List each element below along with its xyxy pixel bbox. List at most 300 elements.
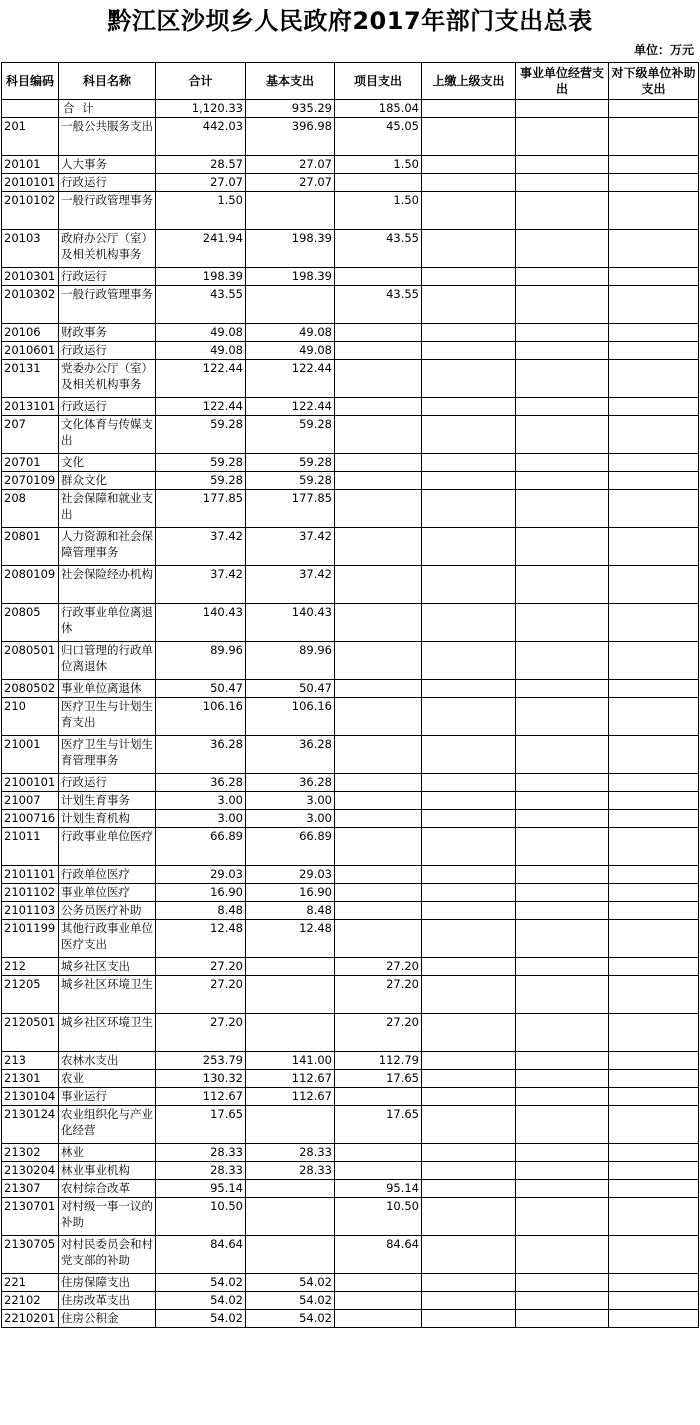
- name-text: 政府办公厅（室）及相关机构事务: [61, 231, 153, 261]
- table-row: [2, 566, 699, 604]
- upper-cell: [422, 324, 516, 342]
- basic-cell: 3.00: [246, 792, 335, 810]
- total-cell: 27.07: [156, 174, 246, 192]
- code-cell: 21011: [2, 828, 59, 866]
- total-cell: 49.08: [156, 342, 246, 360]
- total-cell: 37.42: [156, 566, 246, 604]
- name-text: 农业: [61, 1071, 84, 1085]
- table-row: [2, 1070, 699, 1088]
- name-text: 住房改革支出: [61, 1293, 130, 1307]
- total-cell: 17.65: [156, 1106, 246, 1144]
- lower-cell: [609, 1274, 699, 1292]
- lower-cell: [609, 1088, 699, 1106]
- upper-cell: [422, 902, 516, 920]
- upper-cell: [422, 1088, 516, 1106]
- name-cell: [59, 884, 156, 902]
- name-text: 合 计: [63, 101, 96, 115]
- biz-cell: [516, 680, 609, 698]
- table-row: [2, 1014, 699, 1052]
- upper-cell: [422, 416, 516, 454]
- code-cell: 2101101: [2, 866, 59, 884]
- lower-cell: [609, 398, 699, 416]
- project-cell: 43.55: [335, 230, 422, 268]
- name-cell: [59, 324, 156, 342]
- basic-cell: 89.96: [246, 642, 335, 680]
- upper-cell: [422, 286, 516, 324]
- upper-cell: [422, 1070, 516, 1088]
- name-text: 医疗卫生与计划生育支出: [61, 699, 153, 729]
- header-project: 项目支出: [335, 63, 422, 100]
- basic-cell: [246, 1180, 335, 1198]
- project-cell: [335, 736, 422, 774]
- name-text: 农林水支出: [61, 1053, 119, 1067]
- project-cell: 95.14: [335, 1180, 422, 1198]
- upper-cell: [422, 398, 516, 416]
- code-cell: 20801: [2, 528, 59, 566]
- basic-cell: 36.28: [246, 774, 335, 792]
- code-cell: 2080502: [2, 680, 59, 698]
- basic-cell: 66.89: [246, 828, 335, 866]
- name-cell: [59, 1274, 156, 1292]
- code-cell: 2210201: [2, 1310, 59, 1328]
- basic-cell: 198.39: [246, 230, 335, 268]
- name-text: 林业事业机构: [61, 1163, 130, 1177]
- project-cell: [335, 174, 422, 192]
- table-row: [2, 698, 699, 736]
- name-cell: [59, 698, 156, 736]
- name-text: 一般行政管理事务: [61, 287, 153, 301]
- project-cell: [335, 902, 422, 920]
- lower-cell: [609, 454, 699, 472]
- upper-cell: [422, 866, 516, 884]
- biz-cell: [516, 324, 609, 342]
- name-cell: [59, 398, 156, 416]
- lower-cell: [609, 792, 699, 810]
- code-cell: 2120501: [2, 1014, 59, 1052]
- total-cell: 140.43: [156, 604, 246, 642]
- code-cell: 20805: [2, 604, 59, 642]
- lower-cell: [609, 642, 699, 680]
- lower-cell: [609, 736, 699, 774]
- table-row: [2, 360, 699, 398]
- lower-cell: [609, 828, 699, 866]
- biz-cell: [516, 1310, 609, 1328]
- upper-cell: [422, 736, 516, 774]
- code-cell: 2010101: [2, 174, 59, 192]
- lower-cell: [609, 1052, 699, 1070]
- code-cell: 221: [2, 1274, 59, 1292]
- biz-cell: [516, 792, 609, 810]
- code-cell: 2013101: [2, 398, 59, 416]
- header-name: 科目名称: [59, 63, 156, 100]
- basic-cell: [246, 958, 335, 976]
- table-row: [2, 1144, 699, 1162]
- upper-cell: [422, 1198, 516, 1236]
- biz-cell: [516, 286, 609, 324]
- name-text: 行政单位医疗: [61, 867, 130, 881]
- biz-cell: [516, 604, 609, 642]
- project-cell: 10.50: [335, 1198, 422, 1236]
- lower-cell: [609, 698, 699, 736]
- name-cell: [59, 828, 156, 866]
- total-cell: 54.02: [156, 1292, 246, 1310]
- name-text: 行政运行: [61, 269, 107, 283]
- total-cell: 28.33: [156, 1162, 246, 1180]
- total-cell: 29.03: [156, 866, 246, 884]
- biz-cell: [516, 230, 609, 268]
- name-text: 财政事务: [61, 325, 107, 339]
- table-row: [2, 1292, 699, 1310]
- name-text: 城乡社区环境卫生: [61, 977, 153, 991]
- project-cell: 1.50: [335, 156, 422, 174]
- project-cell: [335, 490, 422, 528]
- code-cell: 2010301: [2, 268, 59, 286]
- total-cell: 59.28: [156, 472, 246, 490]
- biz-cell: [516, 976, 609, 1014]
- table-body: [2, 100, 699, 1328]
- lower-cell: [609, 472, 699, 490]
- name-cell: [59, 736, 156, 774]
- table-row: [2, 884, 699, 902]
- biz-cell: [516, 156, 609, 174]
- upper-cell: [422, 360, 516, 398]
- name-text: 群众文化: [61, 473, 107, 487]
- project-cell: [335, 1310, 422, 1328]
- name-text: 对村级一事一议的补助: [61, 1199, 153, 1229]
- lower-cell: [609, 604, 699, 642]
- code-cell: 2010601: [2, 342, 59, 360]
- lower-cell: [609, 416, 699, 454]
- name-cell: [59, 230, 156, 268]
- upper-cell: [422, 1310, 516, 1328]
- name-text: 行政事业单位离退休: [61, 605, 153, 635]
- total-cell: 43.55: [156, 286, 246, 324]
- total-cell: 27.20: [156, 976, 246, 1014]
- code-cell: 2080501: [2, 642, 59, 680]
- basic-cell: 59.28: [246, 454, 335, 472]
- biz-cell: [516, 1292, 609, 1310]
- project-cell: 27.20: [335, 1014, 422, 1052]
- unit-label: 单位：万元: [633, 43, 694, 57]
- code-cell: [2, 100, 59, 118]
- code-cell: 20101: [2, 156, 59, 174]
- table-row: [2, 1198, 699, 1236]
- lower-cell: [609, 774, 699, 792]
- upper-cell: [422, 156, 516, 174]
- upper-cell: [422, 884, 516, 902]
- biz-cell: [516, 1070, 609, 1088]
- table-row: [2, 454, 699, 472]
- table-row: [2, 156, 699, 174]
- name-text: 住房保障支出: [61, 1275, 130, 1289]
- code-cell: 2010102: [2, 192, 59, 230]
- code-cell: 2010302: [2, 286, 59, 324]
- project-cell: [335, 792, 422, 810]
- name-cell: [59, 1292, 156, 1310]
- biz-cell: [516, 1014, 609, 1052]
- name-cell: [59, 1052, 156, 1070]
- lower-cell: [609, 920, 699, 958]
- basic-cell: 27.07: [246, 156, 335, 174]
- name-cell: [59, 1106, 156, 1144]
- basic-cell: 141.00: [246, 1052, 335, 1070]
- total-cell: 49.08: [156, 324, 246, 342]
- name-cell: [59, 528, 156, 566]
- name-cell: [59, 958, 156, 976]
- basic-cell: 59.28: [246, 416, 335, 454]
- table-row: [2, 828, 699, 866]
- lower-cell: [609, 1198, 699, 1236]
- upper-cell: [422, 792, 516, 810]
- name-cell: [59, 268, 156, 286]
- table-row: [2, 1274, 699, 1292]
- total-cell: 66.89: [156, 828, 246, 866]
- project-cell: [335, 884, 422, 902]
- basic-cell: [246, 1198, 335, 1236]
- lower-cell: [609, 884, 699, 902]
- upper-cell: [422, 810, 516, 828]
- table-row: [2, 118, 699, 156]
- basic-cell: 935.29: [246, 100, 335, 118]
- upper-cell: [422, 1180, 516, 1198]
- project-cell: [335, 1292, 422, 1310]
- table-row: [2, 230, 699, 268]
- basic-cell: 140.43: [246, 604, 335, 642]
- header-upper: 上缴上级支出: [422, 63, 516, 100]
- name-text: 事业单位离退休: [61, 681, 142, 695]
- name-text: 农业组织化与产业化经营: [61, 1107, 153, 1137]
- upper-cell: [422, 680, 516, 698]
- name-cell: [59, 1014, 156, 1052]
- code-cell: 208: [2, 490, 59, 528]
- total-cell: 28.57: [156, 156, 246, 174]
- code-cell: 21001: [2, 736, 59, 774]
- basic-cell: 396.98: [246, 118, 335, 156]
- name-cell: [59, 192, 156, 230]
- biz-cell: [516, 268, 609, 286]
- basic-cell: [246, 976, 335, 1014]
- name-text: 归口管理的行政单位离退休: [61, 643, 153, 673]
- basic-cell: [246, 1236, 335, 1274]
- name-cell: [59, 1162, 156, 1180]
- code-cell: 2130124: [2, 1106, 59, 1144]
- total-cell: 8.48: [156, 902, 246, 920]
- biz-cell: [516, 1198, 609, 1236]
- lower-cell: [609, 976, 699, 1014]
- total-cell: 37.42: [156, 528, 246, 566]
- name-cell: [59, 1198, 156, 1236]
- lower-cell: [609, 156, 699, 174]
- header-lower: 对下级单位补助支出: [609, 63, 699, 100]
- total-cell: 1,120.33: [156, 100, 246, 118]
- code-cell: 2130104: [2, 1088, 59, 1106]
- name-cell: [59, 604, 156, 642]
- upper-cell: [422, 1106, 516, 1144]
- basic-cell: 37.42: [246, 566, 335, 604]
- name-text: 其他行政事业单位医疗支出: [61, 921, 153, 951]
- name-cell: [59, 774, 156, 792]
- total-cell: 28.33: [156, 1144, 246, 1162]
- biz-cell: [516, 902, 609, 920]
- total-cell: 241.94: [156, 230, 246, 268]
- table-row: [2, 416, 699, 454]
- name-text: 文化: [61, 455, 84, 469]
- upper-cell: [422, 118, 516, 156]
- code-cell: 20106: [2, 324, 59, 342]
- table-row: [2, 342, 699, 360]
- name-cell: [59, 416, 156, 454]
- biz-cell: [516, 566, 609, 604]
- lower-cell: [609, 810, 699, 828]
- lower-cell: [609, 1070, 699, 1088]
- header-total: 合计: [156, 63, 246, 100]
- name-text: 文化体育与传媒支出: [61, 417, 153, 447]
- name-text: 一般行政管理事务: [61, 193, 153, 207]
- code-cell: 2080109: [2, 566, 59, 604]
- name-cell: [59, 920, 156, 958]
- upper-cell: [422, 454, 516, 472]
- code-cell: 2100716: [2, 810, 59, 828]
- project-cell: [335, 698, 422, 736]
- name-text: 对村民委员会和村党支部的补助: [61, 1237, 153, 1267]
- name-cell: [59, 118, 156, 156]
- name-text: 城乡社区支出: [61, 959, 130, 973]
- code-cell: 207: [2, 416, 59, 454]
- basic-cell: 122.44: [246, 360, 335, 398]
- project-cell: [335, 680, 422, 698]
- upper-cell: [422, 976, 516, 1014]
- total-cell: 54.02: [156, 1274, 246, 1292]
- lower-cell: [609, 490, 699, 528]
- project-cell: 17.65: [335, 1106, 422, 1144]
- lower-cell: [609, 360, 699, 398]
- code-cell: 21307: [2, 1180, 59, 1198]
- table-row: [2, 1180, 699, 1198]
- biz-cell: [516, 342, 609, 360]
- project-cell: 17.65: [335, 1070, 422, 1088]
- biz-cell: [516, 1236, 609, 1274]
- name-cell: [59, 342, 156, 360]
- name-cell: [59, 680, 156, 698]
- name-cell: [59, 1088, 156, 1106]
- table-row: [2, 472, 699, 490]
- code-cell: 21301: [2, 1070, 59, 1088]
- table-row: [2, 976, 699, 1014]
- name-cell: [59, 174, 156, 192]
- project-cell: [335, 920, 422, 958]
- table-row: [2, 1310, 699, 1328]
- name-text: 行政运行: [61, 175, 107, 189]
- total-cell: 59.28: [156, 454, 246, 472]
- name-cell: [59, 454, 156, 472]
- table-row: [2, 490, 699, 528]
- table-row: [2, 810, 699, 828]
- name-cell: [59, 792, 156, 810]
- name-text: 行政运行: [61, 343, 107, 357]
- lower-cell: [609, 566, 699, 604]
- name-text: 医疗卫生与计划生育管理事务: [61, 737, 153, 767]
- project-cell: [335, 342, 422, 360]
- upper-cell: [422, 268, 516, 286]
- table-row: [2, 528, 699, 566]
- name-cell: [59, 1310, 156, 1328]
- table-row: [2, 642, 699, 680]
- upper-cell: [422, 100, 516, 118]
- total-cell: 442.03: [156, 118, 246, 156]
- project-cell: [335, 774, 422, 792]
- total-cell: 54.02: [156, 1310, 246, 1328]
- biz-cell: [516, 1052, 609, 1070]
- biz-cell: [516, 174, 609, 192]
- code-cell: 2130705: [2, 1236, 59, 1274]
- lower-cell: [609, 528, 699, 566]
- biz-cell: [516, 192, 609, 230]
- biz-cell: [516, 1162, 609, 1180]
- project-cell: [335, 866, 422, 884]
- lower-cell: [609, 1310, 699, 1328]
- biz-cell: [516, 416, 609, 454]
- project-cell: [335, 810, 422, 828]
- table-row: [2, 680, 699, 698]
- name-cell: [59, 866, 156, 884]
- code-cell: 21205: [2, 976, 59, 1014]
- code-cell: 2130701: [2, 1198, 59, 1236]
- lower-cell: [609, 958, 699, 976]
- name-cell: [59, 1070, 156, 1088]
- name-text: 人力资源和社会保障管理事务: [61, 529, 153, 559]
- project-cell: 43.55: [335, 286, 422, 324]
- upper-cell: [422, 1144, 516, 1162]
- name-text: 行政运行: [61, 775, 107, 789]
- name-cell: [59, 490, 156, 528]
- basic-cell: 54.02: [246, 1310, 335, 1328]
- upper-cell: [422, 1162, 516, 1180]
- basic-cell: 28.33: [246, 1144, 335, 1162]
- lower-cell: [609, 1144, 699, 1162]
- basic-cell: 59.28: [246, 472, 335, 490]
- lower-cell: [609, 324, 699, 342]
- total-cell: 1.50: [156, 192, 246, 230]
- name-cell: [59, 360, 156, 398]
- code-cell: 2101103: [2, 902, 59, 920]
- project-cell: [335, 416, 422, 454]
- basic-cell: 112.67: [246, 1070, 335, 1088]
- table-row: [2, 1052, 699, 1070]
- upper-cell: [422, 774, 516, 792]
- total-cell: 253.79: [156, 1052, 246, 1070]
- name-cell: [59, 902, 156, 920]
- name-cell: [59, 1144, 156, 1162]
- header-code: 科目编码: [2, 63, 59, 100]
- table-row: [2, 920, 699, 958]
- expenditure-table: [1, 62, 699, 1328]
- basic-cell: 16.90: [246, 884, 335, 902]
- biz-cell: [516, 774, 609, 792]
- code-cell: 2130204: [2, 1162, 59, 1180]
- basic-cell: 54.02: [246, 1292, 335, 1310]
- lower-cell: [609, 1292, 699, 1310]
- name-cell: [59, 1180, 156, 1198]
- total-cell: 36.28: [156, 736, 246, 774]
- lower-cell: [609, 230, 699, 268]
- table-row: [2, 902, 699, 920]
- name-cell: [59, 286, 156, 324]
- biz-cell: [516, 490, 609, 528]
- upper-cell: [422, 698, 516, 736]
- basic-cell: 3.00: [246, 810, 335, 828]
- code-cell: 22102: [2, 1292, 59, 1310]
- biz-cell: [516, 920, 609, 958]
